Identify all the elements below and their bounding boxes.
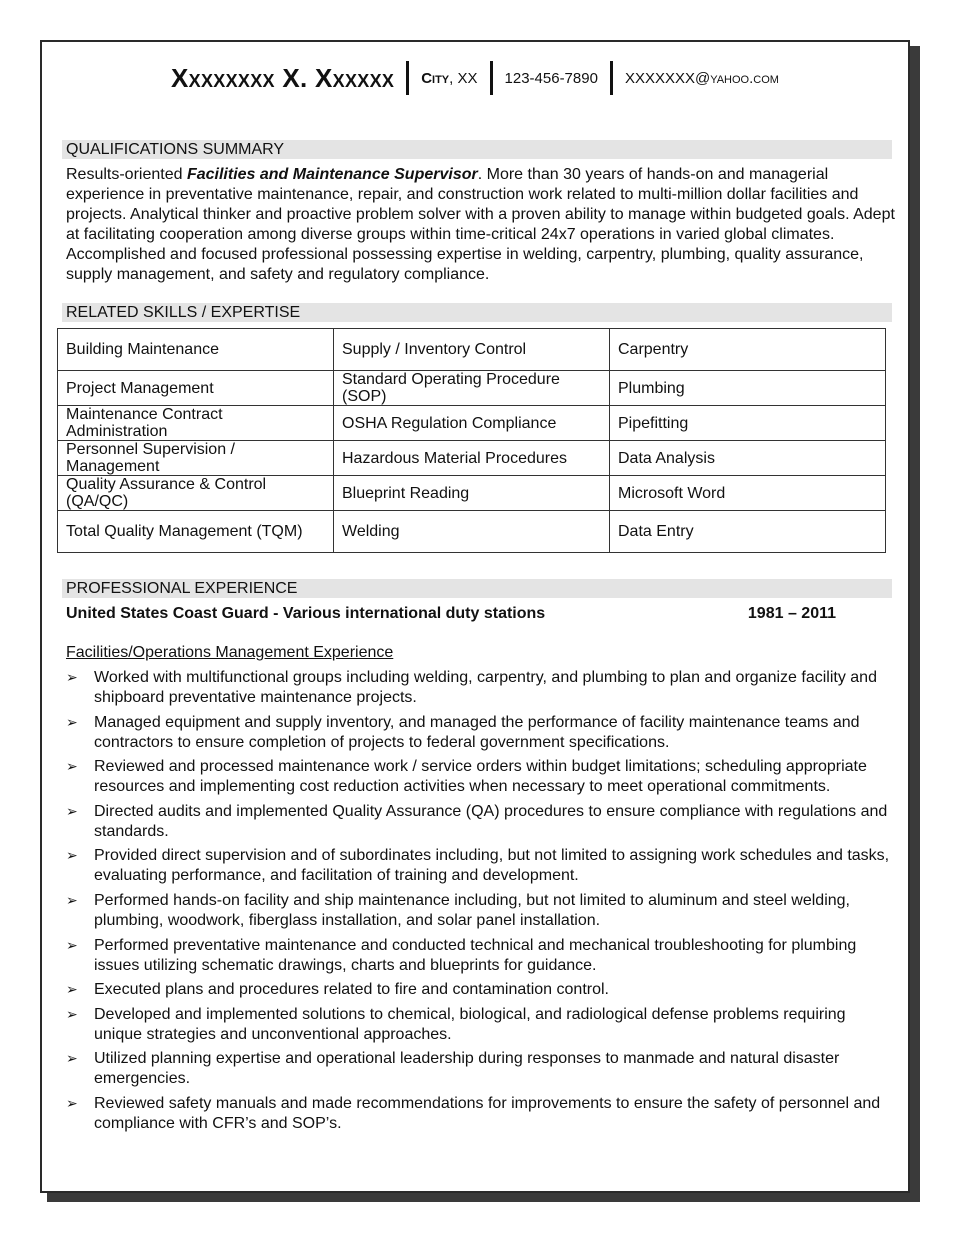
header-divider — [610, 61, 613, 95]
qualifications-heading: QUALIFICATIONS SUMMARY — [62, 140, 892, 159]
skill-cell: Quality Assurance & Control (QA/QC) — [58, 476, 334, 511]
employer-line — [66, 605, 836, 623]
candidate-name: Xxxxxxxx X. Xxxxxx — [171, 62, 395, 93]
bullet-text: Reviewed safety manuals and made recommendations for improvements to ensure the safety of personnel and compliance with CFR’s and SOP’s. — [94, 1094, 881, 1132]
contact-location — [421, 70, 477, 87]
skill-cell: Data Analysis — [610, 441, 886, 476]
arrowhead-bullet-icon: ➢ — [66, 982, 78, 999]
arrowhead-bullet-icon: ➢ — [66, 1095, 78, 1112]
bullet-text: Performed hands-on facility and ship maintenance including, but not limited to aluminum and steel welding, plumbing, woodwork, fiberglass installation, and solar panel installation. — [94, 891, 850, 929]
experience-bullet — [66, 802, 896, 842]
experience-subheading: Facilities/Operations Management Experience — [66, 644, 394, 661]
summary-body: . More than 30 years of hands-on and managerial experience in preventative maintenance, repair, and construction work related to multi-million dollar facilities and projects. Analytical thinker and proactive problem solver with a proven ability to manage within budgeted goals. Adept at facilitating cooperation among diverse groups within time-critical 24x7 operations in varied global climates. Accomplished and focused professional possessing expertise in welding, carpentry, plumbing, quality assurance, supply management, and safety and regulatory compliance. — [66, 166, 895, 283]
experience-bullet — [66, 980, 896, 1000]
skill-cell: Data Entry — [610, 511, 886, 553]
experience-bullet — [66, 1094, 896, 1134]
skill-cell: Standard Operating Procedure (SOP) — [334, 371, 610, 406]
experience-bullet — [66, 1005, 896, 1045]
skill-cell: Hazardous Material Procedures — [334, 441, 610, 476]
experience-bullets — [66, 668, 896, 1139]
arrowhead-bullet-icon: ➢ — [66, 848, 78, 865]
experience-bullet — [66, 757, 896, 797]
contact-phone: 123-456-7890 — [504, 69, 598, 87]
resume-header — [42, 58, 908, 98]
city-label: City — [421, 69, 450, 87]
arrowhead-bullet-icon: ➢ — [66, 937, 78, 954]
arrowhead-bullet-icon: ➢ — [66, 803, 78, 820]
skill-cell: Supply / Inventory Control — [334, 329, 610, 371]
skill-cell: Pipefitting — [610, 406, 886, 441]
skill-cell: Microsoft Word — [610, 476, 886, 511]
skill-cell: Personnel Supervision / Management — [58, 441, 334, 476]
bullet-text: Managed equipment and supply inventory, and managed the performance of facility maintenance teams and contractors to ensure completion of projects to federal government specifications. — [94, 713, 860, 751]
arrowhead-bullet-icon: ➢ — [66, 670, 78, 686]
arrowhead-bullet-icon: ➢ — [66, 1006, 78, 1023]
experience-bullet — [66, 936, 896, 976]
skill-cell: Project Management — [58, 371, 334, 406]
experience-bullet — [66, 713, 896, 753]
bullet-text: Worked with multifunctional groups including welding, carpentry, and plumbing to plan and organize facility and shipboard preventative maintenance projects. — [94, 669, 877, 706]
skill-cell: Total Quality Management (TQM) — [58, 511, 334, 553]
arrowhead-bullet-icon: ➢ — [66, 714, 78, 731]
summary-lead: Results-oriented — [66, 166, 187, 183]
resume-page — [40, 40, 910, 1193]
bullet-text: Executed plans and procedures related to fire and contamination control. — [94, 981, 609, 999]
state-code: XX — [457, 69, 478, 87]
header-divider — [490, 61, 493, 95]
skill-cell: Blueprint Reading — [334, 476, 610, 511]
employment-dates: 1981 – 2011 — [747, 605, 836, 622]
experience-bullet — [66, 668, 896, 708]
skill-cell: Building Maintenance — [58, 329, 334, 371]
experience-bullet — [66, 1049, 896, 1089]
experience-bullet — [66, 846, 896, 886]
skills-row — [58, 476, 886, 511]
arrowhead-bullet-icon: ➢ — [66, 1051, 78, 1068]
employer-name: United States Coast Guard - Various international duty stations — [66, 605, 546, 622]
skills-heading: RELATED SKILLS / EXPERTISE — [62, 303, 892, 322]
bullet-text: Utilized planning expertise and operational leadership during responses to manmade and natural disaster emergencies. — [94, 1050, 840, 1088]
skill-cell: Welding — [334, 511, 610, 553]
skills-table — [57, 328, 886, 553]
arrowhead-bullet-icon: ➢ — [66, 892, 78, 909]
skills-row — [58, 406, 886, 441]
bullet-text: Performed preventative maintenance and conducted technical and mechanical troubleshooting for plumbing issues utilizing schematic drawings, charts and blueprints for guidance. — [94, 936, 857, 974]
skills-row — [58, 371, 886, 406]
bullet-text: Directed audits and implemented Quality Assurance (QA) procedures to ensure compliance with regulations and standards. — [94, 802, 888, 840]
skills-row — [58, 329, 886, 371]
skill-cell: Maintenance Contract Administration — [58, 406, 334, 441]
skill-cell: Plumbing — [610, 371, 886, 406]
city-separator: , — [449, 69, 458, 87]
experience-bullet — [66, 891, 896, 931]
contact-email: XXXXXXX@yahoo.com — [624, 69, 779, 87]
bullet-text: Provided direct supervision and of subordinates including, but not limited to assigning work schedules and tasks, evaluating performance, and facilitation of training and development. — [94, 847, 890, 885]
skill-cell: Carpentry — [610, 329, 886, 371]
experience-heading: PROFESSIONAL EXPERIENCE — [62, 579, 892, 598]
skills-row — [58, 511, 886, 553]
bullet-text: Developed and implemented solutions to chemical, biological, and radiological defense problems requiring unique strategies and unconventional approaches. — [94, 1005, 846, 1043]
bullet-text: Reviewed and processed maintenance work / service orders within budget limitations; scheduling appropriate resources and implementing cost reduction activities when necessary to meet operational commitments. — [94, 758, 867, 796]
qualifications-summary — [66, 165, 896, 285]
skills-row — [58, 441, 886, 476]
arrowhead-bullet-icon: ➢ — [66, 759, 78, 776]
skill-cell: OSHA Regulation Compliance — [334, 406, 610, 441]
header-divider — [406, 61, 409, 95]
summary-title: Facilities and Maintenance Supervisor — [186, 166, 478, 183]
